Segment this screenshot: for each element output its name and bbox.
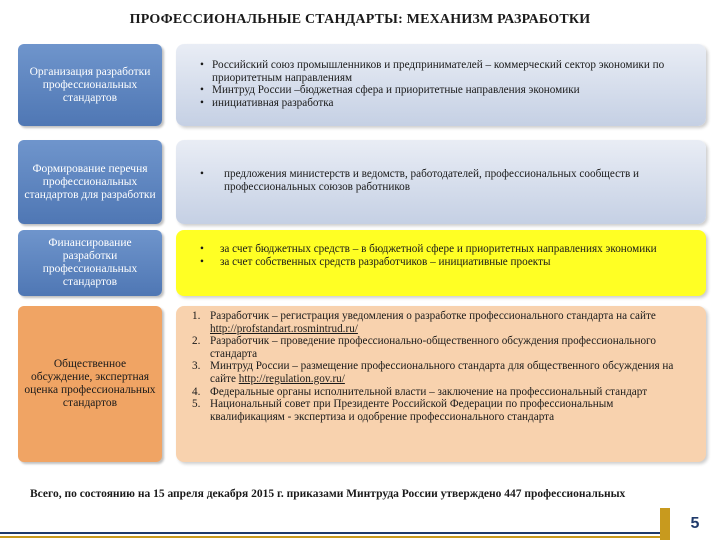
page-title: ПРОФЕССИОНАЛЬНЫЕ СТАНДАРТЫ: МЕХАНИЗМ РАЗРАБОТКИ (129, 12, 591, 27)
content-formation (176, 140, 706, 224)
bullet-item: • Минтруд России –бюджетная сфера и приоритетные направления экономики (200, 84, 580, 97)
content-organization (176, 44, 706, 126)
label-organization-text: Организация разработки профессиональных стандартов (29, 65, 151, 104)
step-item: 2. Разработчик – проведение профессионально-общественного обсуждения профессионального стандарта (192, 335, 656, 360)
bullet-item: • за счет бюджетных средств – в бюджетной сфере и приоритетных направлениях экономики (200, 243, 657, 255)
footer-stripe-navy (0, 532, 660, 534)
label-formation (18, 140, 162, 224)
step-item: 1. Разработчик – регистрация уведомления о разработке профессионального стандарта на сайте http://profstandart.rosmintrud.ru/ (192, 310, 656, 335)
bullet-icon: • (200, 243, 204, 255)
page-number: 5 (690, 515, 700, 532)
footer-gold-block (660, 508, 670, 540)
step-item: 5. Национальный совет при Президенте Российской Федерации по профессиональным квалификациям - экспертиза и одобрение профессионального стандарта (192, 398, 614, 423)
label-organization (18, 44, 162, 126)
label-formation-text: Формирование перечня профессиональных стандартов для разработки (24, 162, 156, 201)
bullet-item: • за счет собственных средств разработчиков – инициативные проекты (200, 255, 551, 268)
bullet-icon: • (200, 255, 204, 268)
profstandart-link[interactable]: http://profstandart.rosmintrud.ru/ (210, 322, 358, 335)
footer-summary: Всего, по состоянию на 15 апреля декабря 2015 г. приказами Минтруда России утверждено 447 профессиональных (30, 488, 626, 500)
bullet-icon: • (200, 84, 204, 97)
step-item: 4. Федеральные органы исполнительной власти – заключение на профессиональный стандарт (192, 385, 648, 398)
steps-list (188, 310, 690, 423)
regulation-link[interactable]: http://regulation.gov.ru/ (238, 372, 345, 385)
page-footer-bar (0, 508, 720, 540)
label-financing (18, 230, 162, 296)
label-discussion-text: Общественное обсуждение, экспертная оценка профессиональных стандартов (24, 358, 156, 409)
content-discussion (176, 306, 706, 462)
content-financing (176, 230, 706, 296)
bullet-icon: • (200, 59, 204, 71)
step-item: 3. Минтруд России – размещение профессионального стандарта для общественного обсуждения на сайте http://regulation.gov.ru/ (192, 360, 674, 385)
bullet-item: • инициативная разработка (200, 96, 334, 109)
bullet-item: • Российский союз промышленников и предпринимателей – коммерческий сектор экономики по приоритетным направлениям (200, 59, 665, 84)
bullet-icon: • (200, 96, 204, 109)
footer-stripe-gold (0, 536, 660, 538)
label-discussion (18, 306, 162, 462)
bullet-item: • предложения министерств и ведомств, работодателей, профессиональных сообществ и профессиональных союзов работников (200, 168, 640, 193)
label-financing-text: Финансирование разработки профессиональных стандартов (42, 237, 138, 288)
bullet-icon: • (200, 168, 204, 180)
